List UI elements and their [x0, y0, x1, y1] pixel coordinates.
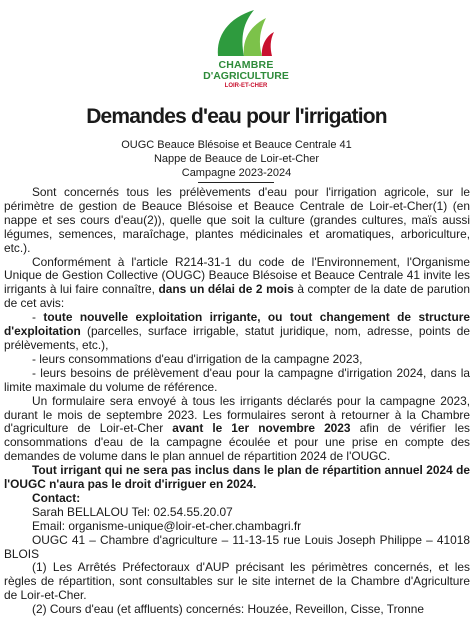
contact-label: Contact: — [32, 490, 81, 505]
notice-body — [4, 186, 470, 617]
list-item-new-structure — [4, 311, 470, 353]
invitation-text: Conformément à l'article R214-31-1 du code de l'Environnement, l'Organisme Unique de Gestion Collective (OUGC) Beauce Blésoise et Beauce Centrale 41 invite les irrigants à lui faire connaître, — [4, 254, 470, 297]
return-deadline-highlight: avant le 1er novembre 2023 — [172, 421, 351, 436]
footnote-2: (2) Cours d'eau (et affluents) concernés: Houzée, Reveillon, Cisse, Tronne — [32, 602, 424, 617]
logo-emblem-icon — [214, 6, 278, 58]
form-text-end: afin de vérifier les consommations d'eau de la campagne écoulée et pour une prise en compte des demandes de volume dans le plan annuel de répartition 2024 de l'OUGC. — [4, 421, 470, 464]
logo-text-agriculture: D'AGRICULTURE — [203, 70, 289, 82]
logo-text-department: LOIR-ET-CHER — [224, 83, 268, 89]
deadline-highlight: dans un délai de 2 mois — [158, 282, 294, 297]
title-divider — [198, 182, 274, 183]
paragraph-scope: Sont concernés tous les prélèvements d'eau pour l'irrigation agricole, sur le périmètre de gestion de Beauce Blésoise et Beauce Centrale de Loir-et-Cher(1) (en nappe et ses cours d'eau(2)), quelle que soit la culture (grandes cultures, maïs aussi légumes, semences, maraîchage, plantes médicinales et aromatiques, arboriculture, etc.). — [4, 185, 470, 255]
list-item-bold: toute nouvelle exploitation irrigante, ou tout changement de structure d'exploitation — [4, 310, 470, 339]
form-text: Un formulaire sera envoyé à tous les irrigants déclarés pour la campagne 2023, durant le mois de septembre 2023. Les formulaires seront à retourner à la Chambre d'agriculture de Loir-et-Cher — [4, 393, 470, 436]
subtitle-nappe: Nappe de Beauce de Loir-et-Cher — [153, 153, 320, 165]
subtitle-ougc: OUGC Beauce Blésoise et Beauce Centrale 41 — [121, 139, 352, 151]
logo-text-chambre: CHAMBRE — [218, 59, 274, 71]
contact-address: OUGC 41 – Chambre d'agriculture – 11-13-15 rue Louis Joseph Philippe – 41018 BLOIS — [4, 532, 470, 561]
paragraph-warning: Tout irrigant qui ne sera pas inclus dans le plan de répartition annuel 2024 de l'OUGC n'aura pas le droit d'irriguer en 2024. — [4, 463, 470, 492]
footnote-1: (1) Les Arrêtés Préfectoraux d'AUP précisant les périmètres concernés, et les règles de répartition, sont consultables sur le site internet de la Chambre d'Agriculture de Loir-et-Cher. — [4, 560, 470, 603]
paragraph-invitation — [4, 256, 470, 312]
list-dash: - — [32, 310, 44, 325]
contact-phone: Sarah BELLALOU Tel: 02.54.55.20.07 — [32, 504, 233, 519]
paragraph-form — [4, 395, 470, 465]
subtitle-campagne: Campagne 2023-2024 — [181, 167, 292, 179]
list-item-needs: - leurs besoins de prélèvement d'eau pour la campagne d'irrigation 2024, dans la limite maximale du volume de référence. — [4, 365, 470, 394]
invitation-text-end: à compter de la date de parution de cet avis: — [4, 282, 470, 311]
page-title: Demandes d'eau pour l'irrigation — [86, 105, 387, 128]
chambre-agriculture-logo — [196, 6, 296, 94]
list-item-consumption: - leurs consommations d'eau d'irrigation de la campagne 2023, — [32, 351, 363, 366]
list-item-detail: (parcelles, surface irrigable, statut juridique, nom, adresse, points de prélèvements, etc.), — [4, 324, 470, 352]
contact-email: Email: organisme-unique@loir-et-cher.chambagri.fr — [32, 518, 302, 533]
